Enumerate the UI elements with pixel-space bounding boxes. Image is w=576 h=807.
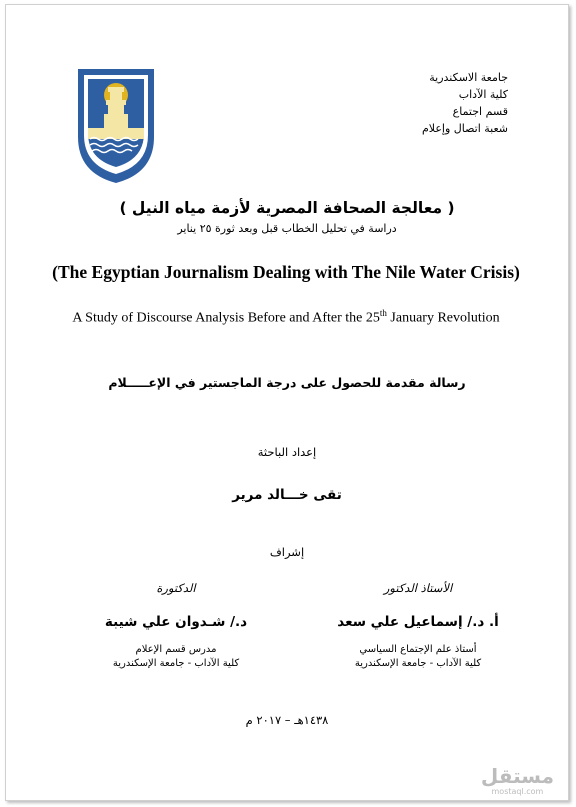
thesis-statement: رسالة مقدمة للحصول على درجة الماجستير في الإعـــــلام	[108, 375, 466, 390]
supervisor-professor	[328, 579, 508, 671]
faculty-name: كلية الآداب	[458, 88, 508, 101]
university-header	[358, 69, 508, 137]
university-seal-logo	[75, 67, 157, 185]
supervisor-institution: كلية الآداب - جامعة الإسكندرية	[112, 658, 240, 669]
english-title: (The Egyptian Journalism Dealing with The Nile Water Crisis)	[52, 262, 520, 282]
document-page	[5, 4, 569, 801]
supervisor-role: أستاذ علم الإجتماع السياسي	[359, 644, 477, 655]
document-date: ١٤٣٨هـ – ٢٠١٧ م	[245, 713, 329, 727]
alexandria-university-seal-icon	[75, 67, 157, 185]
supervisor-title: الدكتورة	[156, 581, 196, 595]
supervisor-title: الأستاذ الدكتور	[383, 581, 453, 595]
supervisor-role: مدرس قسم الإعلام	[135, 644, 217, 655]
watermark	[481, 765, 554, 796]
arabic-title: ( معالجة الصحافة المصرية لأزمة مياه النيل )	[119, 199, 455, 217]
supervisor-doctor	[86, 579, 266, 671]
english-subtitle	[46, 305, 526, 327]
researcher-name: تقى خـــالد مرير	[232, 487, 342, 503]
supervision-label: إشراف	[269, 545, 305, 559]
english-subtitle-sup: th	[379, 308, 387, 318]
arabic-subtitle: دراسة في تحليل الخطاب قبل وبعد ثورة ٢٥ يناير	[177, 222, 397, 235]
division-name: شعبة اتصال وإعلام	[421, 122, 508, 135]
supervisor-institution: كلية الآداب - جامعة الإسكندرية	[354, 658, 482, 669]
watermark-url: mostaql.com	[491, 787, 544, 796]
supervisor-name: أ. د./ إسماعيل علي سعد	[337, 614, 499, 630]
supervisor-name: د./ شـدوان علي شيبة	[104, 614, 248, 630]
english-subtitle-part1: A Study of Discourse Analysis Before and After the 25	[72, 310, 380, 326]
department-name: قسم اجتماع	[452, 105, 508, 118]
university-name: جامعة الاسكندرية	[429, 71, 508, 84]
watermark-logo: مستقل	[480, 764, 554, 788]
prepared-by-label: إعداد الباحثة	[257, 445, 317, 459]
english-subtitle-part2: January Revolution	[386, 310, 500, 326]
